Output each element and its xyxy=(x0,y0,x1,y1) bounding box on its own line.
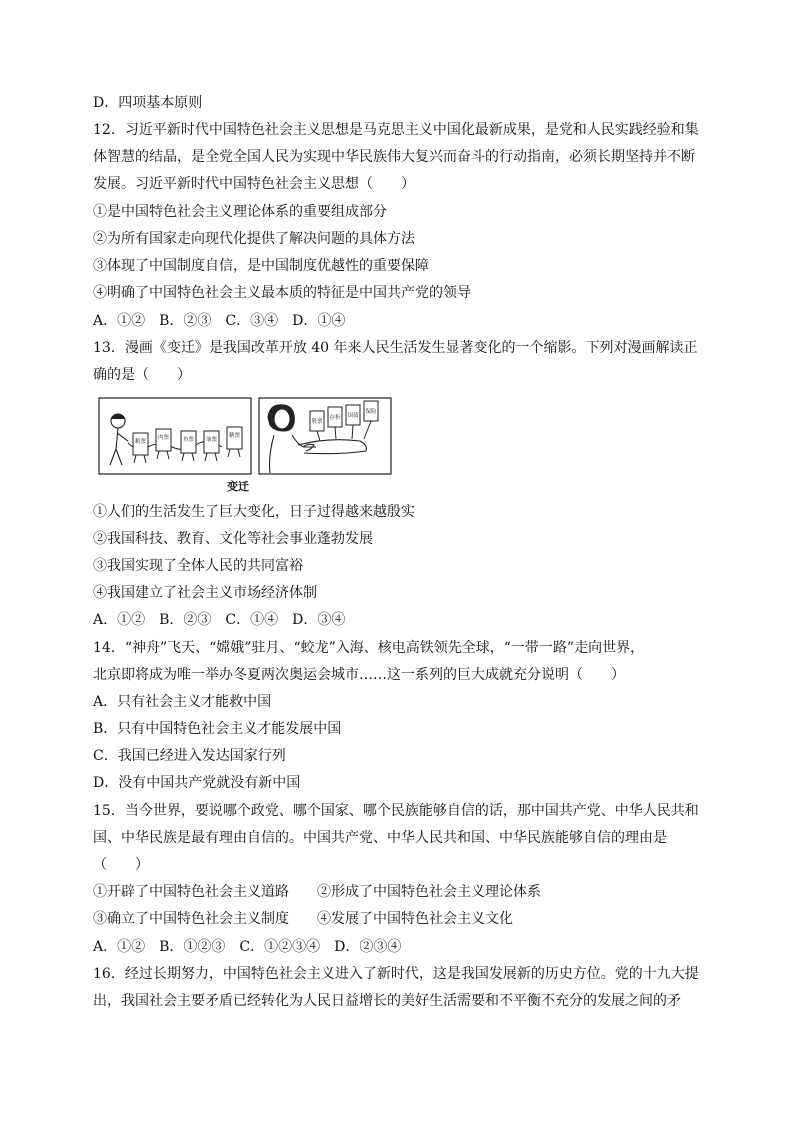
new-ticket-label-1: 股票 xyxy=(311,419,323,425)
q12-statement-4: ④明确了中国特色社会主义最本质的特征是中国共产党的领导 xyxy=(93,285,471,301)
old-ticket-label-3: 鱼票 xyxy=(182,437,195,443)
q15-statement-3: ③确立了中国特色社会主义制度 xyxy=(93,911,289,927)
q13-answer-options: A．①② B．②③ C．①④ D．③④ xyxy=(93,612,346,628)
q11-option-d: D．四项基本原则 xyxy=(93,95,203,111)
q15-stem-line1: 15．当今世界，要说哪个政党、哪个国家、哪个民族能够自信的话，那中国共产党、中华人民共和 xyxy=(93,803,699,819)
q12-statement-1: ①是中国特色社会主义理论体系的重要组成部分 xyxy=(93,204,387,220)
q12-stem-line2: 体智慧的结晶，是全党全国人民为实现中华民族伟大复兴而奋斗的行动指南，必须长期坚持并不断 xyxy=(93,149,695,165)
q12-answer-options: A．①② B．②③ C．③④ D．①④ xyxy=(93,313,346,329)
q13-statement-3: ③我国实现了全体人民的共同富裕 xyxy=(93,558,303,574)
q15-statement-1: ①开辟了中国特色社会主义道路 xyxy=(93,884,289,900)
q14-option-d: D．没有中国共产党就没有新中国 xyxy=(93,775,301,791)
q15-statement-2: ②形成了中国特色社会主义理论体系 xyxy=(317,884,541,900)
q12-statement-2: ②为所有国家走向现代化提供了解决问题的具体方法 xyxy=(93,231,415,247)
q12-statement-3: ③体现了中国制度自信，是中国制度优越性的重要保障 xyxy=(93,258,429,274)
q15-stem-line2: 国、中华民族是最有理由自信的。中国共产党、中华人民共和国、中华民族能够自信的理由是 xyxy=(93,830,667,846)
q13-statement-1: ①人们的生活发生了巨大变化，日子过得越来越殷实 xyxy=(93,504,415,520)
new-ticket-label-4: 保险 xyxy=(365,409,377,415)
new-ticket-label-3: 国债 xyxy=(347,413,359,419)
q14-stem-line1: 14．“神舟”飞天、“嫦娥”驻月、“蛟龙”入海、核电高铁领先全球，“一带一路”走向世界， xyxy=(93,640,645,656)
q14-option-b: B．只有中国特色社会主义才能发展中国 xyxy=(93,721,342,737)
new-ticket-label-2: 存折 xyxy=(329,415,341,421)
q13-statement-2: ②我国科技、教育、文化等社会事业蓬勃发展 xyxy=(93,531,373,547)
q14-option-c: C．我国已经进入发达国家行列 xyxy=(93,748,286,764)
old-ticket-label-1: 粮票 xyxy=(134,439,147,445)
q12-stem-line3: 发展。习近平新时代中国特色社会主义思想（ ） xyxy=(93,176,415,192)
q15-stem-line3: （ ） xyxy=(93,857,149,873)
old-ticket-label-5: 糖票 xyxy=(228,433,241,439)
q14-stem-line2: 北京即将成为唯一举办冬夏两次奥运会城市……这一系列的巨大成就充分说明（ ） xyxy=(93,667,625,683)
q13-statement-4: ④我国建立了社会主义市场经济体制 xyxy=(93,585,317,601)
q16-stem-line2: 出，我国社会主要矛盾已经转化为人民日益增长的美好生活需要和不平衡不充分的发展之间的矛 xyxy=(93,993,681,1009)
q15-answer-options: A．①② B．①②③ C．①②③④ D．②③④ xyxy=(93,939,402,955)
cartoon-caption: 变迁 xyxy=(227,480,249,493)
old-ticket-label-2: 肉票 xyxy=(157,435,170,441)
q15-statement-4: ④发展了中国特色社会主义文化 xyxy=(317,911,513,927)
q12-stem-line1: 12．习近平新时代中国特色社会主义思想是马克思主义中国化最新成果，是党和人民实践经验和集 xyxy=(93,122,699,138)
old-ticket-label-4: 油票 xyxy=(205,437,218,443)
q15-statements-row2 xyxy=(93,909,513,929)
q14-option-a: A．只有社会主义才能救中国 xyxy=(93,694,272,710)
q13-stem-line1: 13．漫画《变迁》是我国改革开放 40 年来人民生活发生显著变化的一个缩影。下列对漫画解读正 xyxy=(93,340,698,356)
q16-stem-line1: 16．经过长期努力，中国特色社会主义进入了新时代，这是我国发展新的历史方位。党的十九大提 xyxy=(93,966,699,982)
q15-statements-row1 xyxy=(93,882,541,902)
q13-stem-line2: 确的是（ ） xyxy=(93,367,191,383)
